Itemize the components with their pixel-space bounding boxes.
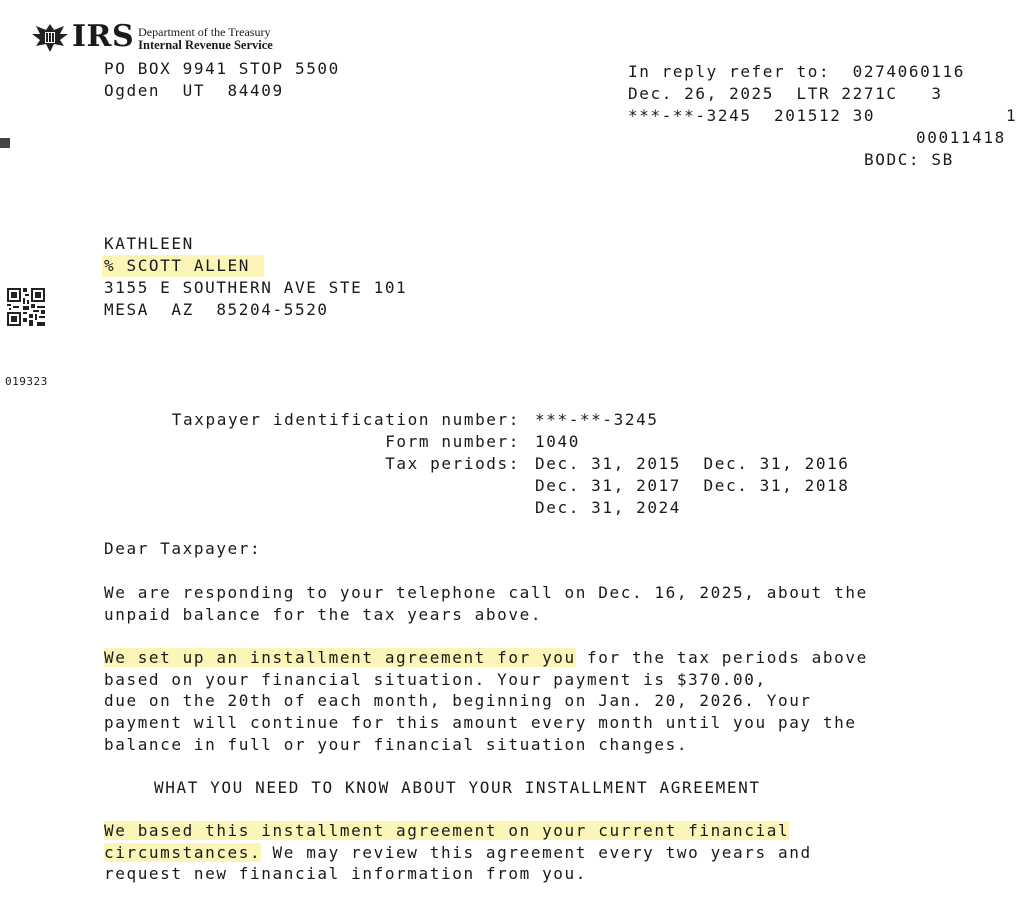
recipient-name: KATHLEEN <box>104 234 194 253</box>
letter-code: LTR 2271C <box>796 84 898 103</box>
tax-periods-row-3: Dec. 31, 2024 <box>535 498 682 517</box>
form-value: 1040 <box>535 432 580 451</box>
paragraph-1-line-2: unpaid balance for the tax years above. <box>104 605 543 624</box>
irs-letterhead <box>30 20 273 54</box>
irs-wordmark: IRS <box>72 19 135 54</box>
page-number: 1 <box>1006 106 1018 125</box>
paragraph-1-line-1: We are responding to your telephone call on Dec. 16, 2025, about the <box>104 583 868 602</box>
reply-reference <box>628 61 965 83</box>
periods-label: Tax periods: <box>385 454 520 473</box>
recipient-city: MESA AZ 85204-5520 <box>104 300 329 319</box>
paragraph-2-line-1: We set up an installment agreement for you for the tax periods above <box>104 648 868 667</box>
paragraph-3-line-3: request new financial information from you. <box>104 864 588 883</box>
paragraph-3-line-2: circumstances. We may review this agreement every two years and <box>104 843 812 862</box>
highlighted-text: We set up an installment agreement for you <box>104 648 576 667</box>
paragraph-3-line-1 <box>104 820 789 842</box>
return-address-line-2: Ogden UT 84409 <box>104 81 284 100</box>
return-address-line-1: PO BOX 9941 STOP 5500 <box>104 59 340 78</box>
ssn-reference-line <box>628 105 875 127</box>
highlighted-text: circumstances. <box>104 843 262 862</box>
salutation: Dear Taxpayer: <box>104 539 262 558</box>
reply-number: 0274060116 <box>852 62 965 81</box>
tax-periods-row-1: Dec. 31, 2015 Dec. 31, 2016 <box>535 454 850 473</box>
reply-label: In reply refer to: <box>628 62 831 81</box>
period-code: 201512 30 <box>774 106 876 125</box>
agency-name <box>138 26 273 52</box>
qr-code-icon <box>7 288 45 326</box>
service-line: Internal Revenue Service <box>138 38 273 52</box>
tax-periods-row-2: Dec. 31, 2017 Dec. 31, 2018 <box>535 476 850 495</box>
form-label: Form number: <box>385 432 520 451</box>
tin-label: Taxpayer identification number: <box>171 410 520 429</box>
bodc-code: BODC: SB <box>864 150 954 169</box>
highlighted-text: We based this installment agreement on your current financial <box>104 821 790 840</box>
department-line: Department of the Treasury <box>138 25 271 39</box>
letter-number: 3 <box>931 84 943 103</box>
recipient-care-of: % SCOTT ALLEN <box>102 255 264 277</box>
paragraph-2-line-2: based on your financial situation. Your payment is $370.00, <box>104 670 767 689</box>
paragraph-2-line-3: due on the 20th of each month, beginning on Jan. 20, 2026. Your <box>104 691 812 710</box>
paragraph-2-line-5: balance in full or your financial situation changes. <box>104 735 689 754</box>
tin-value: ***-**-3245 <box>535 410 659 429</box>
letter-date-line <box>628 83 943 105</box>
recipient-street: 3155 E SOUTHERN AVE STE 101 <box>104 278 408 297</box>
letter-date: Dec. 26, 2025 <box>628 84 775 103</box>
control-number: 00011418 <box>916 128 1006 147</box>
side-code: 019323 <box>5 375 48 388</box>
section-heading: WHAT YOU NEED TO KNOW ABOUT YOUR INSTALLMENT AGREEMENT <box>154 778 761 797</box>
masked-ssn: ***-**-3245 <box>628 106 752 125</box>
paragraph-2-line-4: payment will continue for this amount every month until you pay the <box>104 713 857 732</box>
margin-mark <box>0 138 10 148</box>
irs-eagle-logo-icon <box>30 20 70 54</box>
